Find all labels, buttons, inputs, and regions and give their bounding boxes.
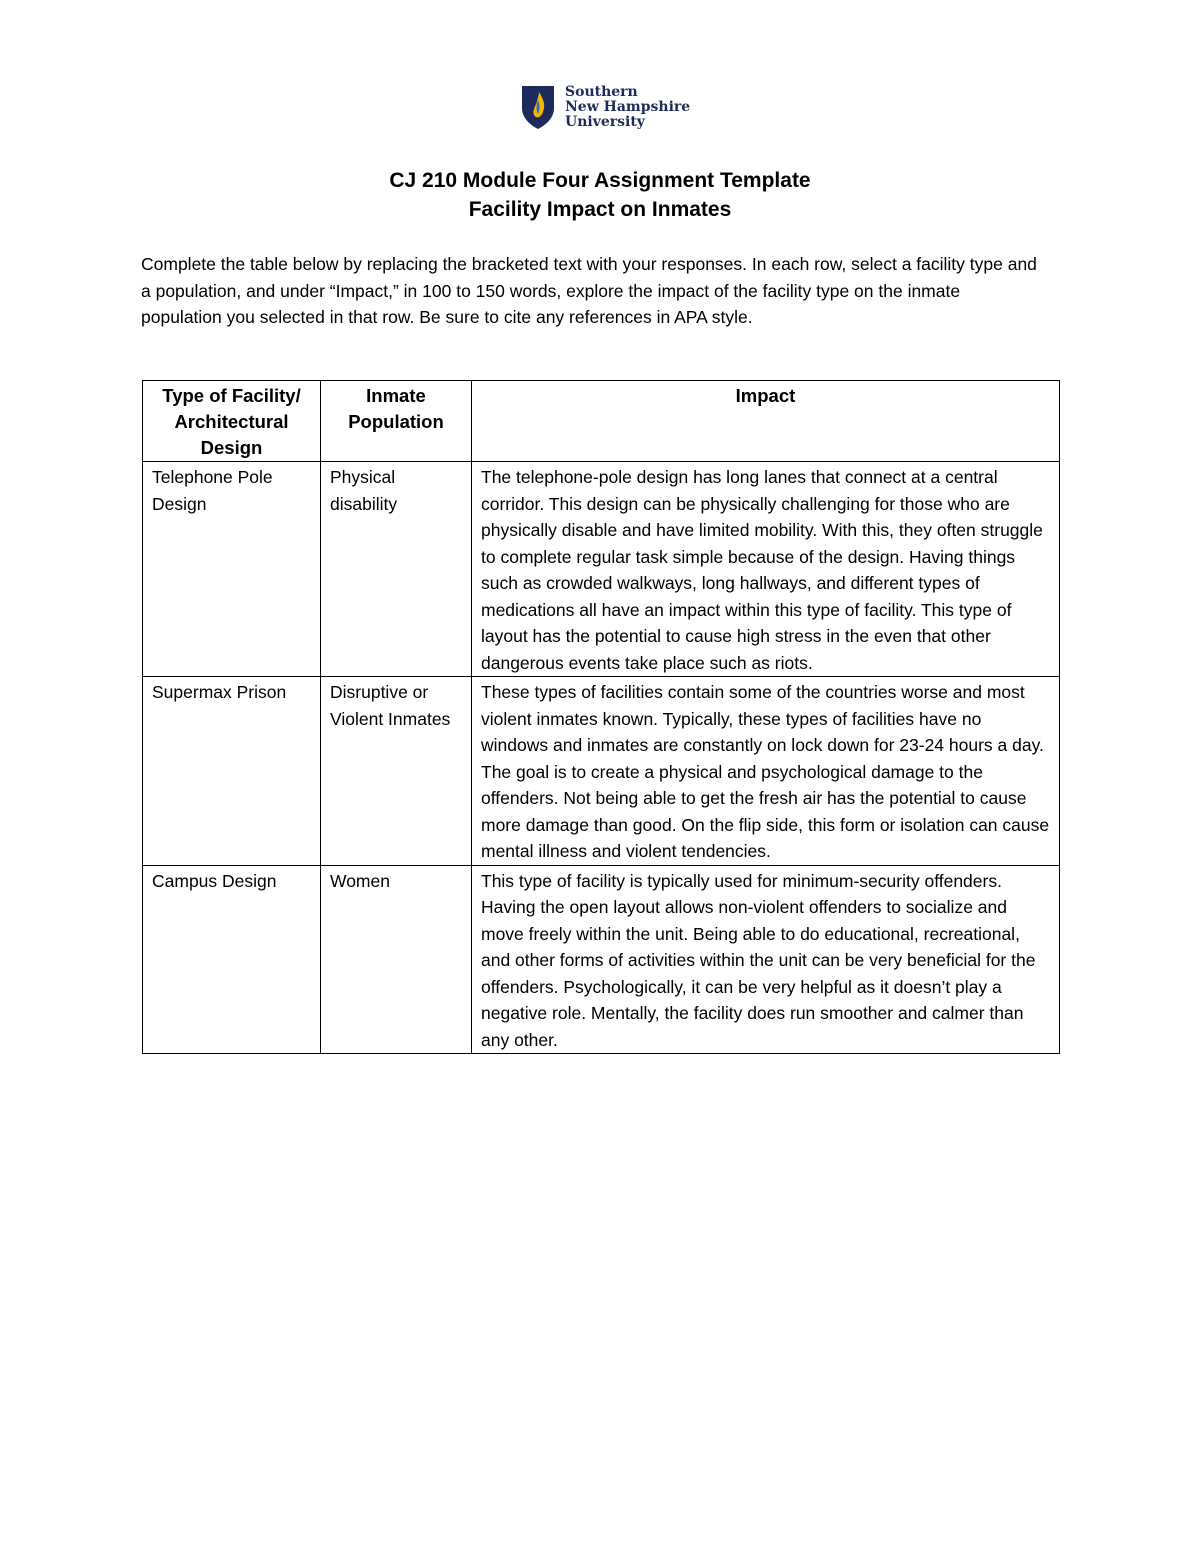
cell-impact: These types of facilities contain some of the countries worse and most violent inmates known. Typically, these types of facilities have no windows and inmates are constantly on lock down for 23-24 hours a day. The goal is to create a physical and psychological damage to the offenders. Not being able to get the fresh air has the potential to cause more damage than good. On the flip side, this form or isolation can cause mental illness and violent tendencies.: [472, 677, 1060, 866]
cell-impact: This type of facility is typically used for minimum-security offenders. Having the open layout allows non-violent offenders to socialize and move freely within the unit. Being able to do educational, recreational, and other forms of activities within the unit can be very beneficial for the offenders. Psychologically, it can be very helpful as it doesn’t play a negative role. Mentally, the facility does run smoother and calmer than any other.: [472, 865, 1060, 1054]
cell-facility: Campus Design: [143, 865, 321, 1054]
title-line-1: CJ 210 Module Four Assignment Template: [389, 169, 811, 192]
table-row: [143, 677, 1060, 866]
header-population: Inmate Population: [321, 381, 472, 462]
shield-flame-icon: [520, 84, 556, 130]
header-facility: Type of Facility/ Architectural Design: [143, 381, 321, 462]
instructions-paragraph: Complete the table below by replacing the bracketed text with your responses. In each row, select a facility type and a population, and under “Impact,” in 100 to 150 words, explore the impact of the facility type on the inmate population you selected in that row. Be sure to cite any references in APA style.: [141, 254, 1037, 327]
cell-population: Women: [321, 865, 472, 1054]
table-row: [143, 865, 1060, 1054]
cell-facility: Telephone Pole Design: [143, 462, 321, 677]
table-header-row: [143, 381, 1060, 462]
title-line-2: Facility Impact on Inmates: [468, 198, 732, 221]
university-logo: [520, 84, 690, 130]
table-row: [143, 462, 1060, 677]
logo-line-3: University: [565, 113, 645, 130]
logo-line-1: Southern: [565, 83, 638, 100]
logo-line-2: New Hampshire: [565, 98, 691, 115]
document-title: [0, 166, 1200, 224]
cell-population: Disruptive or Violent Inmates: [321, 677, 472, 866]
header-impact: Impact: [472, 381, 1060, 462]
logo-wordmark: [565, 85, 690, 130]
cell-impact: The telephone-pole design has long lanes that connect at a central corridor. This design can be physically challenging for those who are physically disable and have limited mobility. With this, they often struggle to complete regular task simple because of the design. Having things such as crowded walkways, long hallways, and different types of medications all have an impact within this type of facility. This type of layout has the potential to cause high stress in the even that other dangerous events take place such as riots.: [472, 462, 1060, 677]
cell-facility: Supermax Prison: [143, 677, 321, 866]
cell-population: Physical disability: [321, 462, 472, 677]
impact-table: [142, 380, 1060, 1054]
